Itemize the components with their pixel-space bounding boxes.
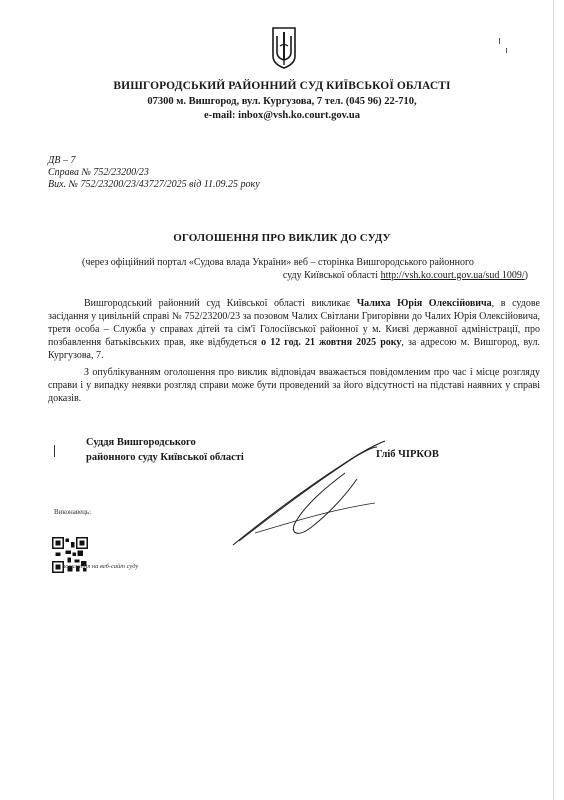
- paragraph2-text: З опублікуванням оголошення про виклик відповідач вважається повідомленим про час і місце розгляду справи і у випадку неявки розгляд справи може бути проведений за його відсутності на підставі наявних у справі доказів.: [48, 367, 540, 404]
- portal-note-prefix: суду Київської області: [282, 270, 381, 281]
- court-email: e-mail: inbox@vsh.ko.court.gov.ua: [204, 110, 360, 121]
- margin-mark: [54, 445, 55, 457]
- outgoing-number: Вих. № 752/23200/23/43727/2025 від 11.09.25 року: [48, 179, 260, 190]
- executor-label: Виконавець:: [54, 508, 92, 516]
- hearing-datetime: о 12 год. 21 жовтня 2025 року: [261, 337, 402, 348]
- summons-paragraph: [48, 297, 540, 362]
- judge-title-line1: Суддя Вишгородського: [86, 437, 196, 448]
- coat-of-arms-icon: [271, 26, 297, 70]
- scan-mark: [506, 48, 507, 53]
- judge-name: Гліб ЧІРКОВ: [376, 449, 439, 460]
- defendant-name: Чалиха Юрія Олексійовича: [356, 298, 492, 309]
- judge-title: [86, 435, 244, 465]
- court-website-link[interactable]: http://vsh.ko.court.gov.ua/sud 1009/: [380, 270, 525, 281]
- court-name: ВИШГОРОДСЬКИЙ РАЙОННИЙ СУД КИЇВСЬКОЇ ОБЛАСТІ: [113, 80, 451, 92]
- judge-title-line2: районного суду Київської області: [86, 452, 244, 463]
- notice-paragraph: [48, 366, 540, 405]
- website-posted-note: посилання на веб-сайт суду: [62, 563, 139, 570]
- case-number: Справа № 752/23200/23: [48, 167, 149, 178]
- court-address: 07300 м. Вишгород, вул. Кургузова, 7 тел. (045 96) 22-710,: [147, 96, 417, 107]
- scan-mark: [499, 38, 500, 44]
- paragraph1-part3: , за адресою м. Вишгород, вул. Кургузова, 7.: [48, 337, 540, 361]
- paragraph1-part1: Вишгородський районний суд Київської області викликає: [84, 298, 357, 309]
- document-title: ОГОЛОШЕННЯ ПРО ВИКЛИК ДО СУДУ: [173, 232, 391, 244]
- portal-note-line1: (через офіційний портал «Судова влада України» веб – сторінка Вишгородського районного: [82, 257, 474, 268]
- portal-note-line2: [82, 270, 528, 281]
- scan-edge: [553, 0, 554, 800]
- doc-code: ДВ – 7: [48, 155, 76, 166]
- paragraph1-part2: , в судове засідання у цивільній справі № 752/23200/23 за позовом Чалих Світлани Григорівни до Чалих Юрія Олексійовича, третя особа – Служба у справах дітей та сім'ї Голосіївської районної у м. Києві державної адміністрації, про позбавлення батьківських прав, яке відбудеться: [48, 298, 540, 348]
- portal-note-suffix: ): [524, 270, 528, 281]
